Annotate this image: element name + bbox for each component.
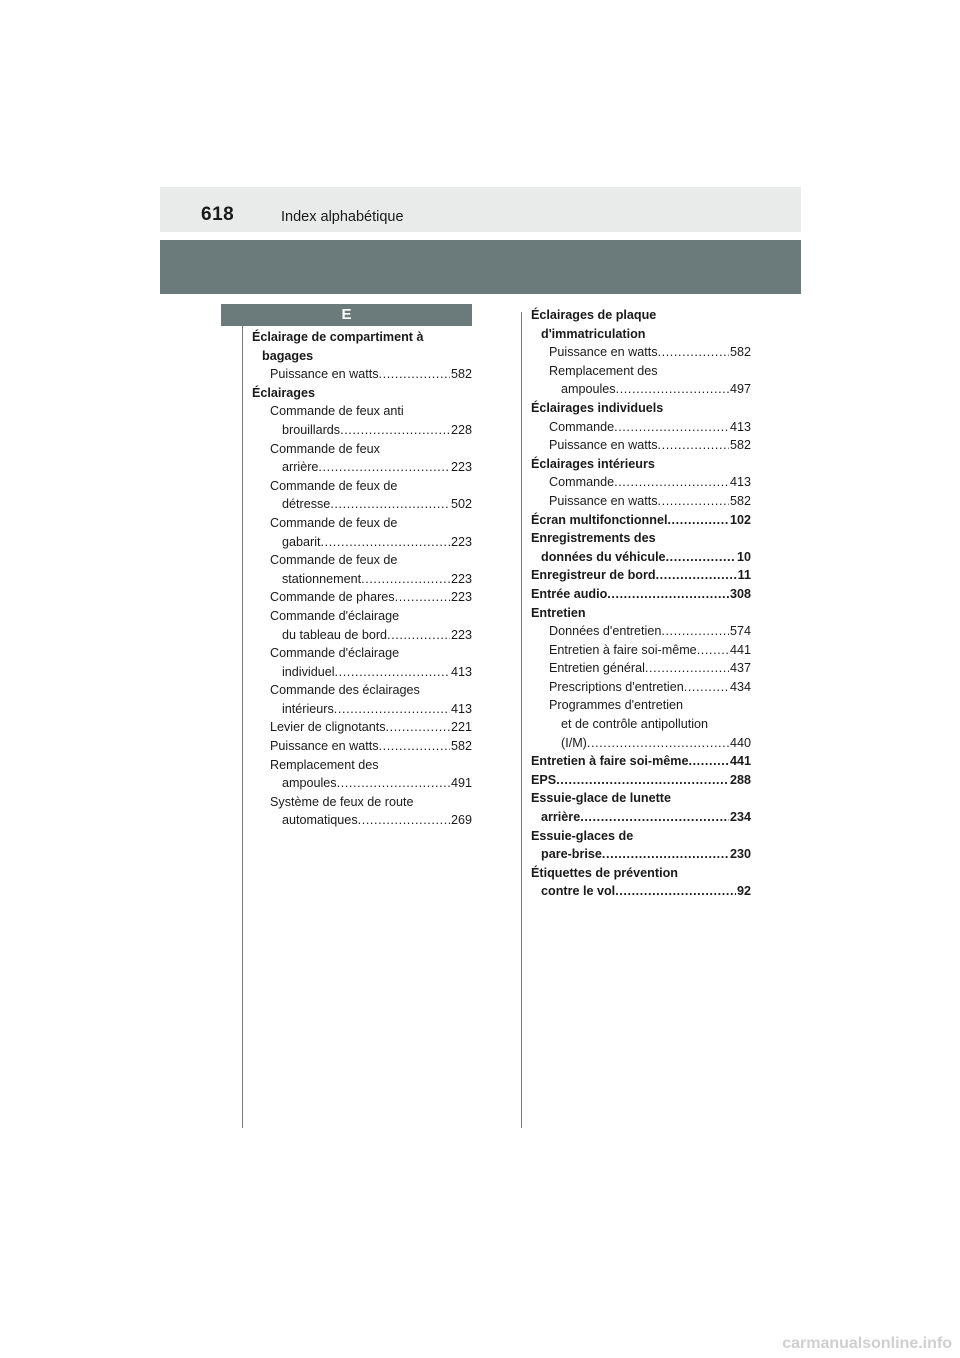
index-entry [252, 440, 472, 459]
index-page-number: 92 [736, 884, 751, 899]
index-entry-text: Étiquettes de prévention [531, 865, 678, 880]
index-page-number: 308 [729, 586, 751, 601]
index-entry [531, 604, 751, 623]
dot-leader [361, 570, 450, 589]
index-entry-text: gabarit [282, 534, 321, 549]
column-divider-middle [521, 312, 522, 1128]
index-entry-text: Levier de clignotants [270, 720, 386, 735]
dot-leader [656, 566, 737, 585]
index-entry-text: Commande [549, 475, 615, 490]
index-entry [252, 681, 472, 700]
dot-leader [688, 752, 729, 771]
index-entry-text: Commande d'éclairage [270, 646, 400, 661]
index-page-number: 497 [729, 382, 751, 397]
index-page-number: 413 [729, 419, 751, 434]
index-entry-text: arrière [282, 460, 319, 475]
index-entry [252, 421, 472, 440]
dot-leader [616, 380, 729, 399]
index-entry [531, 678, 751, 697]
index-page-number: 437 [729, 661, 751, 676]
index-entry [531, 882, 751, 901]
index-entry [252, 402, 472, 421]
index-entry [531, 659, 751, 678]
index-entry-text: stationnement [282, 571, 362, 586]
index-entry [252, 756, 472, 775]
index-entry-text: données du véhicule [541, 549, 666, 564]
dot-leader [337, 774, 450, 793]
index-entry-text: pare-brise [541, 847, 602, 862]
index-entry-text: Remplacement des [549, 363, 658, 378]
index-entry [531, 362, 751, 381]
index-entry-text: brouillards [282, 422, 341, 437]
index-entry-text: intérieurs [282, 701, 334, 716]
dot-leader [587, 734, 729, 753]
index-entry [252, 644, 472, 663]
dot-leader [395, 588, 450, 607]
dot-leader [358, 811, 450, 830]
index-entry-text: d'immatriculation [541, 326, 646, 341]
index-page-number: 228 [450, 422, 472, 437]
dot-leader [340, 421, 450, 440]
index-entry-text: Puissance en watts [270, 367, 379, 382]
index-entry-text: Essuie-glaces de [531, 828, 634, 843]
index-entry-text: et de contrôle antipollution [561, 717, 709, 732]
index-entry [531, 734, 751, 753]
dot-leader [614, 418, 729, 437]
index-entry-text: Remplacement des [270, 757, 379, 772]
index-entry [531, 715, 751, 734]
index-entry-text: Commande [549, 419, 615, 434]
index-entry-text: ampoules [282, 776, 337, 791]
index-page-number: 582 [450, 739, 472, 754]
index-entry [252, 458, 472, 477]
dot-leader [330, 495, 450, 514]
index-page-number: 269 [450, 813, 472, 828]
index-entry-text: EPS [531, 772, 557, 787]
index-page-number: 223 [450, 460, 472, 475]
dot-leader [658, 343, 729, 362]
index-page-number: 440 [729, 735, 751, 750]
index-entry [252, 514, 472, 533]
index-entry [252, 365, 472, 384]
dot-leader [556, 771, 729, 790]
index-page-number: 10 [736, 549, 751, 564]
dot-leader [334, 700, 450, 719]
watermark: carmanualsonline.info [782, 1335, 952, 1352]
index-entry-text: Puissance en watts [549, 438, 658, 453]
index-entry [252, 626, 472, 645]
dot-leader [614, 473, 729, 492]
index-page-number: 582 [729, 438, 751, 453]
index-page-number: 230 [729, 847, 751, 862]
index-entry [531, 418, 751, 437]
index-entry [531, 864, 751, 883]
index-entry-text: Essuie-glace de lunette [531, 791, 671, 806]
index-entry [252, 588, 472, 607]
index-entry-text: Système de feux de route [270, 794, 414, 809]
index-column-right [531, 306, 751, 901]
index-page-number: 288 [729, 772, 751, 787]
index-entry-text: bagages [262, 348, 314, 363]
banner [160, 240, 801, 294]
index-entry-text: Prescriptions d'entretien [549, 679, 684, 694]
dot-leader [580, 808, 729, 827]
dot-leader [379, 365, 450, 384]
index-entry-text: Commande de feux de [270, 515, 398, 530]
index-entry-text: Programmes d'entretien [549, 698, 683, 713]
dot-leader [666, 548, 736, 567]
index-entry [252, 737, 472, 756]
index-entry-text: Entrée audio [531, 586, 608, 601]
dot-leader [658, 492, 729, 511]
index-entry-text: contre le vol [541, 884, 616, 899]
index-entry-text: Commande des éclairages [270, 683, 420, 698]
index-entry-text: (I/M) [561, 735, 587, 750]
dot-leader [645, 659, 729, 678]
index-entry-text: Enregistreur de bord [531, 568, 656, 583]
index-entry-text: individuel [282, 664, 335, 679]
index-entry [531, 511, 751, 530]
dot-leader [379, 737, 450, 756]
index-entry-text: Commande d'éclairage [270, 608, 400, 623]
index-page-number: 582 [729, 345, 751, 360]
index-entry-text: détresse [282, 497, 331, 512]
column-divider-left [242, 326, 243, 1128]
index-page-number: 234 [729, 810, 751, 825]
index-entry [531, 827, 751, 846]
index-entry [531, 771, 751, 790]
index-page-number: 413 [729, 475, 751, 490]
index-entry-text: arrière [541, 810, 581, 825]
index-entry [531, 845, 751, 864]
index-entry [252, 495, 472, 514]
index-entry-text: Éclairages intérieurs [531, 456, 655, 471]
index-entry [531, 808, 751, 827]
index-entry [531, 789, 751, 808]
index-entry [531, 306, 751, 325]
index-page-number: 491 [450, 776, 472, 791]
index-page-number: 502 [450, 497, 472, 512]
index-entry-text: du tableau de bord [282, 627, 388, 642]
index-entry [531, 343, 751, 362]
index-entry-text: Commande de feux [270, 441, 380, 456]
index-entry [252, 551, 472, 570]
index-entry [531, 473, 751, 492]
index-page-number: 223 [450, 590, 472, 605]
index-entry [531, 455, 751, 474]
index-entry-text: Commande de feux de [270, 478, 398, 493]
index-entry-text: Données d'entretien [549, 624, 662, 639]
dot-leader [607, 585, 729, 604]
dot-leader [658, 436, 729, 455]
index-page-number: 221 [450, 720, 472, 735]
index-page-number: 574 [729, 624, 751, 639]
dot-leader [318, 458, 450, 477]
index-entry [531, 548, 751, 567]
index-entry-text: Puissance en watts [549, 345, 658, 360]
index-entry [252, 347, 472, 366]
index-entry [252, 663, 472, 682]
index-entry-text: Entretien général [549, 661, 645, 676]
index-entry-text: Entretien à faire soi-même [549, 642, 697, 657]
index-page-number: 582 [729, 493, 751, 508]
index-entry [252, 384, 472, 403]
index-entry [531, 696, 751, 715]
index-entry-text: automatiques [282, 813, 358, 828]
index-entry [252, 700, 472, 719]
index-entry [531, 641, 751, 660]
index-page-number: 223 [450, 571, 472, 586]
index-page-number: 441 [729, 754, 751, 769]
index-entry-text: Entretien [531, 605, 586, 620]
dot-leader [667, 511, 729, 530]
index-entry [531, 752, 751, 771]
dot-leader [661, 622, 729, 641]
dot-leader [684, 678, 729, 697]
index-entry-text: Éclairages de plaque [531, 308, 657, 322]
index-entry [531, 436, 751, 455]
index-entry [252, 477, 472, 496]
index-entry-text: ampoules [561, 382, 616, 397]
index-entry-text: Éclairage de compartiment à [252, 330, 424, 344]
index-entry-text: Commande de feux de [270, 553, 398, 568]
index-entry [531, 399, 751, 418]
section-letter-header: E [221, 304, 472, 326]
dot-leader [386, 718, 450, 737]
index-entry-text: Éclairages [252, 385, 316, 400]
page-number: 618 [201, 204, 235, 225]
index-entry [252, 811, 472, 830]
index-entry [531, 492, 751, 511]
index-entry [252, 570, 472, 589]
dot-leader [335, 663, 450, 682]
index-page-number: 11 [737, 568, 751, 583]
index-page-number: 434 [729, 679, 751, 694]
index-entry-text: Enregistrements des [531, 531, 656, 546]
index-entry-text: Entretien à faire soi-même [531, 754, 689, 769]
index-page-number: 441 [729, 642, 751, 657]
dot-leader [697, 641, 729, 660]
index-entry-text: Commande de phares [270, 590, 395, 605]
index-entry [531, 529, 751, 548]
dot-leader [321, 533, 450, 552]
index-entry-text: Puissance en watts [270, 739, 379, 754]
index-entry [531, 585, 751, 604]
index-page-number: 582 [450, 367, 472, 382]
index-page-number: 223 [450, 534, 472, 549]
index-page-number: 413 [450, 664, 472, 679]
index-entry [252, 793, 472, 812]
index-entry [531, 622, 751, 641]
index-entry [252, 607, 472, 626]
dot-leader [615, 882, 736, 901]
index-entry [252, 328, 472, 347]
index-entry [252, 774, 472, 793]
index-entry-text: Commande de feux anti [270, 404, 404, 419]
index-entry [531, 566, 751, 585]
index-entry [531, 325, 751, 344]
index-entry [252, 718, 472, 737]
index-entry-text: Puissance en watts [549, 493, 658, 508]
index-page-number: 413 [450, 701, 472, 716]
index-entry [252, 533, 472, 552]
index-page-number: 102 [729, 512, 751, 527]
index-entry-text: Écran multifonctionnel [531, 512, 668, 527]
index-entry [531, 380, 751, 399]
dot-leader [387, 626, 450, 645]
header-bar [160, 187, 801, 232]
dot-leader [602, 845, 729, 864]
index-column-left [252, 328, 472, 830]
index-entry-text: Éclairages individuels [531, 400, 664, 415]
index-page-number: 223 [450, 627, 472, 642]
page-title: Index alphabétique [281, 209, 404, 225]
